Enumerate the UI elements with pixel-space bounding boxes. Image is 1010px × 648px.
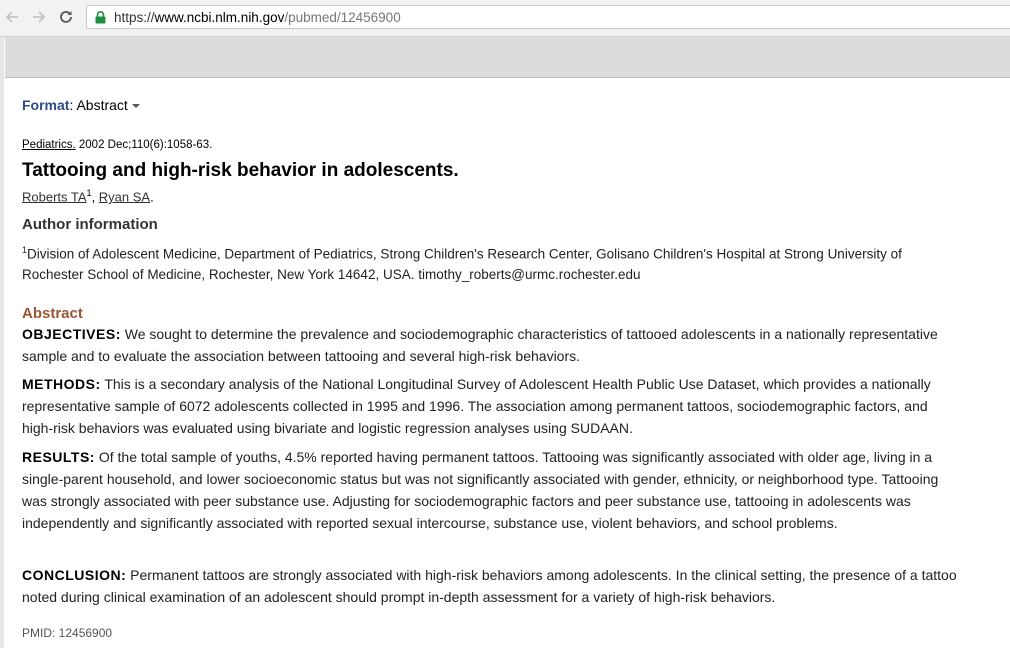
- affiliation: [22, 240, 952, 285]
- author-info-toggle[interactable]: Author information: [22, 216, 158, 233]
- journal-link[interactable]: Pediatrics.: [22, 139, 76, 151]
- affiliation-sup: 1: [22, 245, 28, 255]
- format-selector[interactable]: [22, 97, 140, 113]
- reload-icon: [58, 9, 74, 25]
- section-text: This is a secondary analysis of the National Longitudinal Survey of Adolescent Health Public Use Dataset, which provides a nationally representative sample of 6072 adolescents collected in 1995 and 1996. The association among permanent tattoos, sociodemographic factors, and high-risk behaviors was evaluated using bivariate and logistic regression analyses using SUDAAN.: [22, 376, 931, 436]
- section-label: METHODS:: [22, 376, 101, 392]
- abstract-section-results: [22, 446, 957, 534]
- section-label: CONCLUSION:: [22, 567, 127, 583]
- citation: [22, 139, 212, 151]
- arrow-left-icon: [4, 9, 20, 25]
- caret-down-icon[interactable]: [132, 104, 140, 108]
- author-link[interactable]: Ryan SA: [98, 189, 151, 205]
- section-label: OBJECTIVES:: [22, 326, 121, 342]
- author-list: Roberts $TA^1$, Ryan SA.: [22, 188, 154, 205]
- forward-button[interactable]: [28, 6, 50, 28]
- author-affiliation-sup[interactable]: 1: [86, 188, 92, 198]
- url-host: www.ncbi.nlm.nih.gov: [154, 10, 285, 25]
- browser-toolbar: [0, 0, 1010, 37]
- section-text: Of the total sample of youths, 4.5% reported having permanent tattoos. Tattooing was significantly associated with older age, living in a single-parent household, and lower socioeconomic status but was not significantly associated with gender, ethnicity, or neighborhood type. Tattooing was strongly associated with peer substance use. Adjusting for sociodemographic factors and peer substance use, tattooing in adolescents was independently and significantly associated with reported sexual intercourse, substance use, violent behaviors, and school problems.: [22, 449, 939, 531]
- affiliation-text: Division of Adolescent Medicine, Department of Pediatrics, Strong Children's Research Center, Golisano Children's Hospital at Strong University of Rochester School of Medicine, Rochester, New York 14642, USA. timothy_roberts@urmc.rochester.edu: [22, 246, 902, 282]
- abstract-section-conclusion: [22, 564, 957, 608]
- pmid: PMID: 12456900: [22, 626, 113, 640]
- abstract-heading: Abstract: [22, 305, 83, 322]
- format-label: Format: [22, 97, 70, 113]
- address-bar[interactable]: [86, 5, 1010, 29]
- abstract-section-objectives: [22, 323, 957, 367]
- article-title: Tattooing and high-risk behavior in adolescents.: [22, 160, 459, 181]
- url-path: /pubmed/12456900: [284, 10, 401, 25]
- section-label: RESULTS:: [22, 449, 95, 465]
- format-separator: :: [69, 97, 74, 113]
- format-value[interactable]: Abstract: [76, 97, 128, 113]
- author-link[interactable]: Roberts TA: [22, 189, 87, 205]
- back-button[interactable]: [1, 6, 23, 28]
- arrow-right-icon: [31, 9, 47, 25]
- url-scheme: https://: [114, 10, 155, 25]
- lock-icon: [95, 11, 106, 29]
- citation-details: 2002 Dec;110(6):1058-63.: [78, 139, 213, 151]
- window-left-edge: [0, 37, 4, 648]
- abstract-section-methods: [22, 373, 957, 439]
- section-text: Permanent tattoos are strongly associated with high-risk behaviors among adolescents. In the clinical setting, the presence of a tattoo noted during clinical examination of an adolescent should prompt in-depth assessment for a variety of high-risk behaviors.: [22, 567, 957, 605]
- reload-button[interactable]: [55, 6, 77, 28]
- section-text: We sought to determine the prevalence and sociodemographic characteristics of tattooed adolescents in a nationally representative sample and to evaluate the association between tattooing and several high-risk behaviors.: [22, 326, 938, 364]
- page-header-band: [5, 37, 1010, 78]
- url-text: [114, 10, 401, 25]
